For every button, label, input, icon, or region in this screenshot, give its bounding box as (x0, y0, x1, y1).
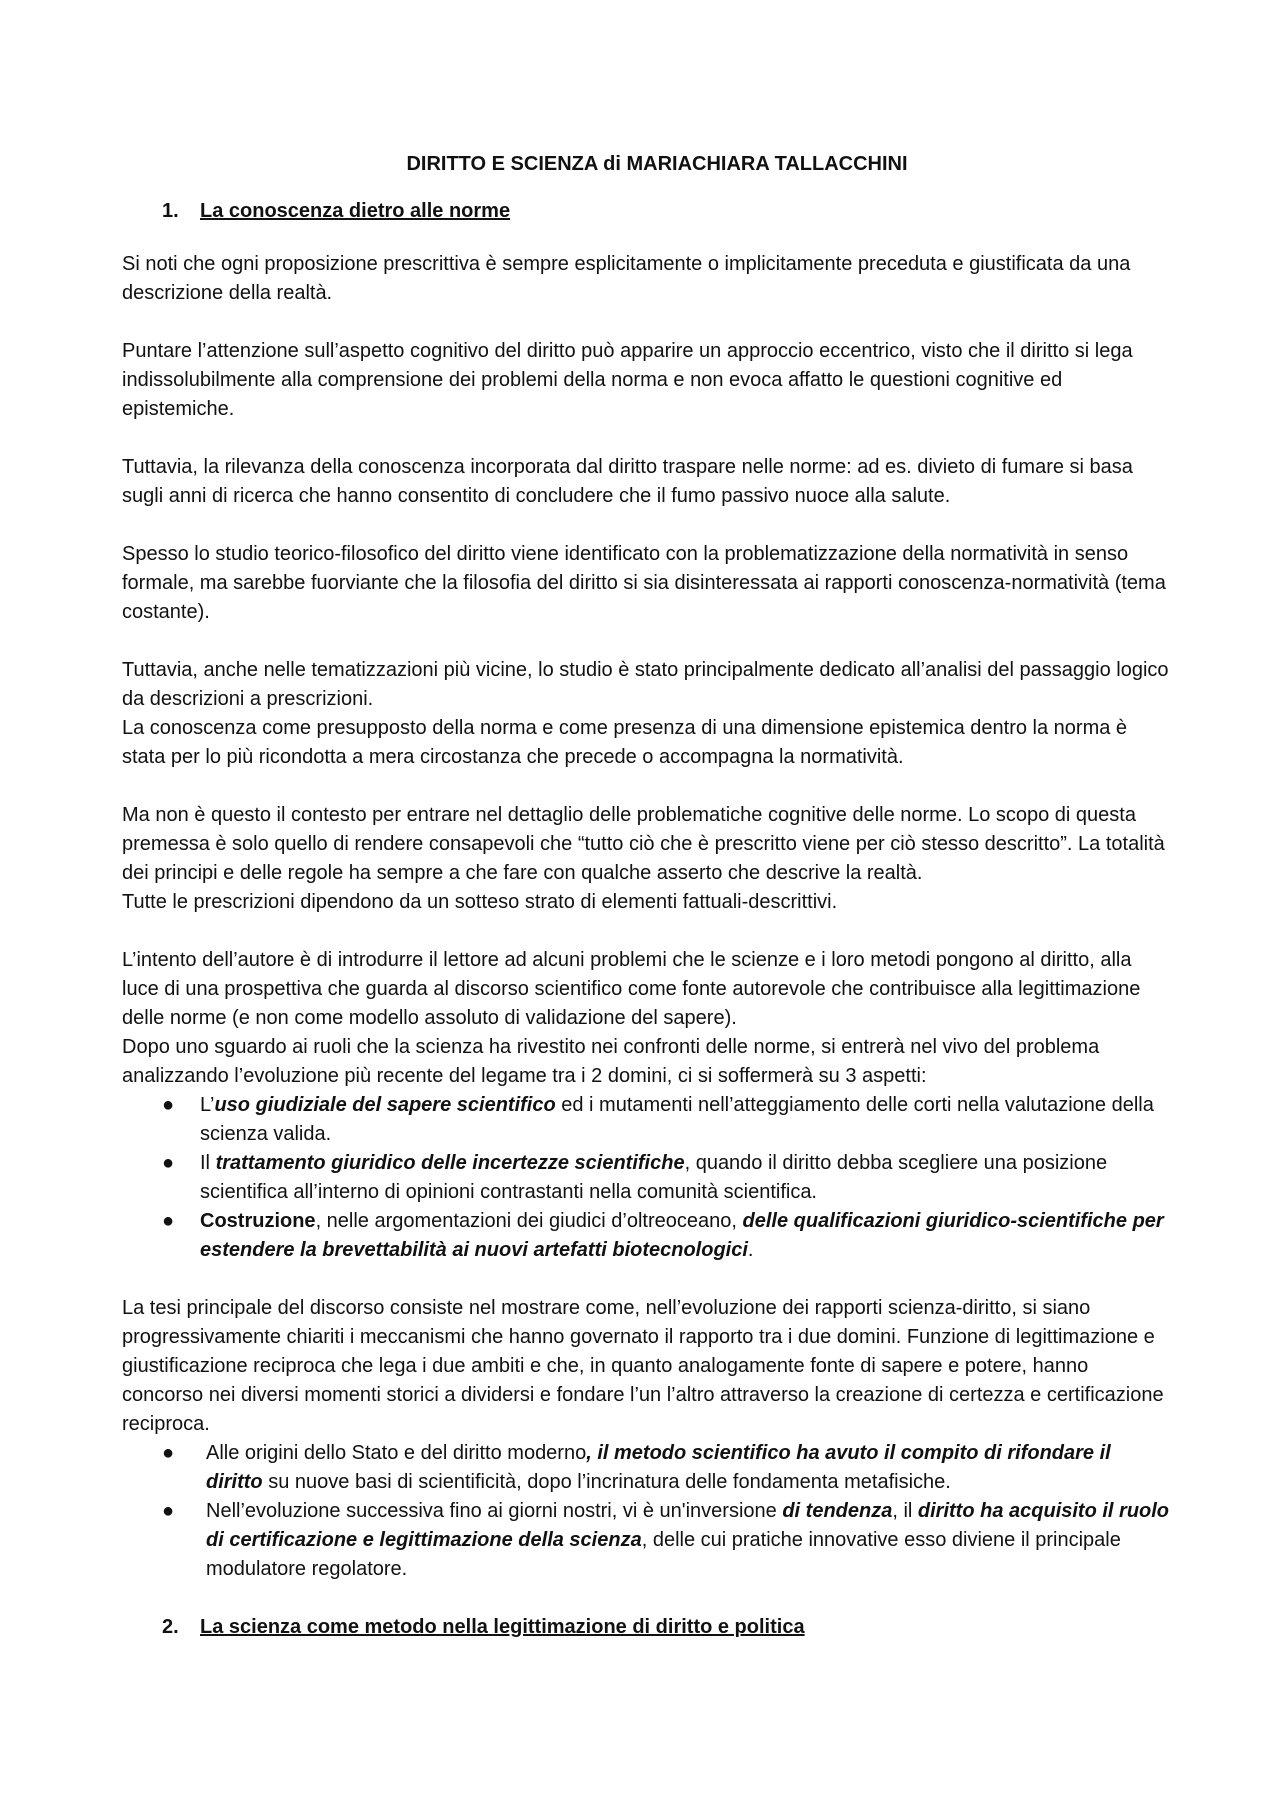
section-1-heading (162, 197, 1172, 226)
section-1-title: La conoscenza dietro alle norme (200, 200, 511, 222)
bullet-icon: ● (162, 1500, 175, 1522)
bullet-icon: ● (162, 1094, 175, 1116)
bullet-list-aspects (122, 1091, 1172, 1265)
paragraph-7a: L’intento dell’autore è di introdurre il lettore ad alcuni problemi che le scienze e i loro metodi pongono al diritto, alla luce di una prospettiva che guarda al discorso scientifico come fonte autorevole che contribuisce alla legittimazione delle norme (e non come modello assoluto di validazione del sapere). (122, 949, 1141, 1029)
section-2-heading (162, 1613, 1172, 1642)
paragraph-8: La tesi principale del discorso consiste nel mostrare come, nell’evoluzione dei rapporti scienza-diritto, si siano progressivamente chiariti i meccanismi che hanno governato il rapporto tra i due domini. Funzione di legittimazione e giustificazione reciproca che lega i due ambiti e che, in quanto analogamente fonte di sapere e potere, hanno concorso nei diversi momenti storici a dividersi e fondare l’un l’altro attraverso la creazione di certezza e certificazione reciproca. (122, 1297, 1164, 1435)
section-1-number: 1. (162, 200, 179, 222)
document-title: DIRITTO E SCIENZA di MARIACHIARA TALLACCHINI (406, 153, 908, 175)
paragraph-7b: Dopo uno sguardo ai ruoli che la scienza ha rivestito nei confronti delle norme, si entrerà nel vivo del problema analizzando l’evoluzione più recente del legame tra i 2 domini, ci si soffermerà su 3 aspetti: (122, 1036, 1100, 1087)
bullet-icon: ● (162, 1210, 175, 1232)
list-item: ● Costruzione, nelle argomentazioni dei giudici d’oltreoceano, delle qualificazioni giuridico-scientifiche per estendere la brevettabilità ai nuovi artefatti biotecnologici. (122, 1207, 1172, 1265)
bullet-list-evolution (122, 1439, 1172, 1584)
paragraph-6b: Tutte le prescrizioni dipendono da un sotteso strato di elementi fattuali-descrittivi. (122, 891, 838, 913)
bullet-icon: ● (162, 1442, 175, 1464)
section-2-number: 2. (162, 1616, 179, 1638)
list-item: ● Alle origini dello Stato e del diritto moderno, il metodo scientifico ha avuto il compito di rifondare il diritto su nuove basi di scientificità, dopo l’incrinatura delle fondamenta metafisiche. (122, 1439, 1172, 1497)
paragraph-3: Tuttavia, la rilevanza della conoscenza incorporata dal diritto traspare nelle norme: ad es. divieto di fumare si basa sugli anni di ricerca che hanno consentito di concludere che il fumo passivo nuoce alla salute. (122, 456, 1133, 507)
paragraph-6a: Ma non è questo il contesto per entrare nel dettaglio delle problematiche cognitive delle norme. Lo scopo di questa premessa è solo quello di rendere consapevoli che “tutto ciò che è prescritto viene per ciò stesso descritto”. La totalità dei principi e delle regole ha sempre a che fare con qualche asserto che descrive la realtà. (122, 804, 1165, 884)
paragraph-5a: Tuttavia, anche nelle tematizzazioni più vicine, lo studio è stato principalmente dedicato all’analisi del passaggio logico da descrizioni a prescrizioni. (122, 659, 1169, 710)
bullet-icon: ● (162, 1152, 175, 1174)
list-item: ● Il trattamento giuridico delle incertezze scientifiche, quando il diritto debba scegliere una posizione scientifica all’interno di opinioni contrastanti nella comunità scientifica. (122, 1149, 1172, 1207)
section-2-title: La scienza come metodo nella legittimazione di diritto e politica (200, 1616, 805, 1638)
paragraph-4: Spesso lo studio teorico-filosofico del diritto viene identificato con la problematizzazione della normatività in senso formale, ma sarebbe fuorviante che la filosofia del diritto si sia disinteressata ai rapporti conoscenza-normatività (tema costante). (122, 543, 1166, 623)
paragraph-2: Puntare l’attenzione sull’aspetto cognitivo del diritto può apparire un approccio eccentrico, visto che il diritto si lega indissolubilmente alla comprensione dei problemi della norma e non evoca affatto le questioni cognitive ed epistemiche. (122, 340, 1133, 420)
document-page (122, 150, 1172, 1666)
list-item: ● L’uso giudiziale del sapere scientifico ed i mutamenti nell’atteggiamento delle corti nella valutazione della scienza valida. (122, 1091, 1172, 1149)
list-item: ● Nell’evoluzione successiva fino ai giorni nostri, vi è un'inversione di tendenza, il diritto ha acquisito il ruolo di certificazione e legittimazione della scienza, delle cui pratiche innovative esso diviene il principale modulatore regolatore. (122, 1497, 1172, 1584)
paragraph-1: Si noti che ogni proposizione prescrittiva è sempre esplicitamente o implicitamente preceduta e giustificata da una descrizione della realtà. (122, 253, 1131, 304)
paragraph-5b: La conoscenza come presupposto della norma e come presenza di una dimensione epistemica dentro la norma è stata per lo più ricondotta a mera circostanza che precede o accompagna la normatività. (122, 717, 1128, 768)
